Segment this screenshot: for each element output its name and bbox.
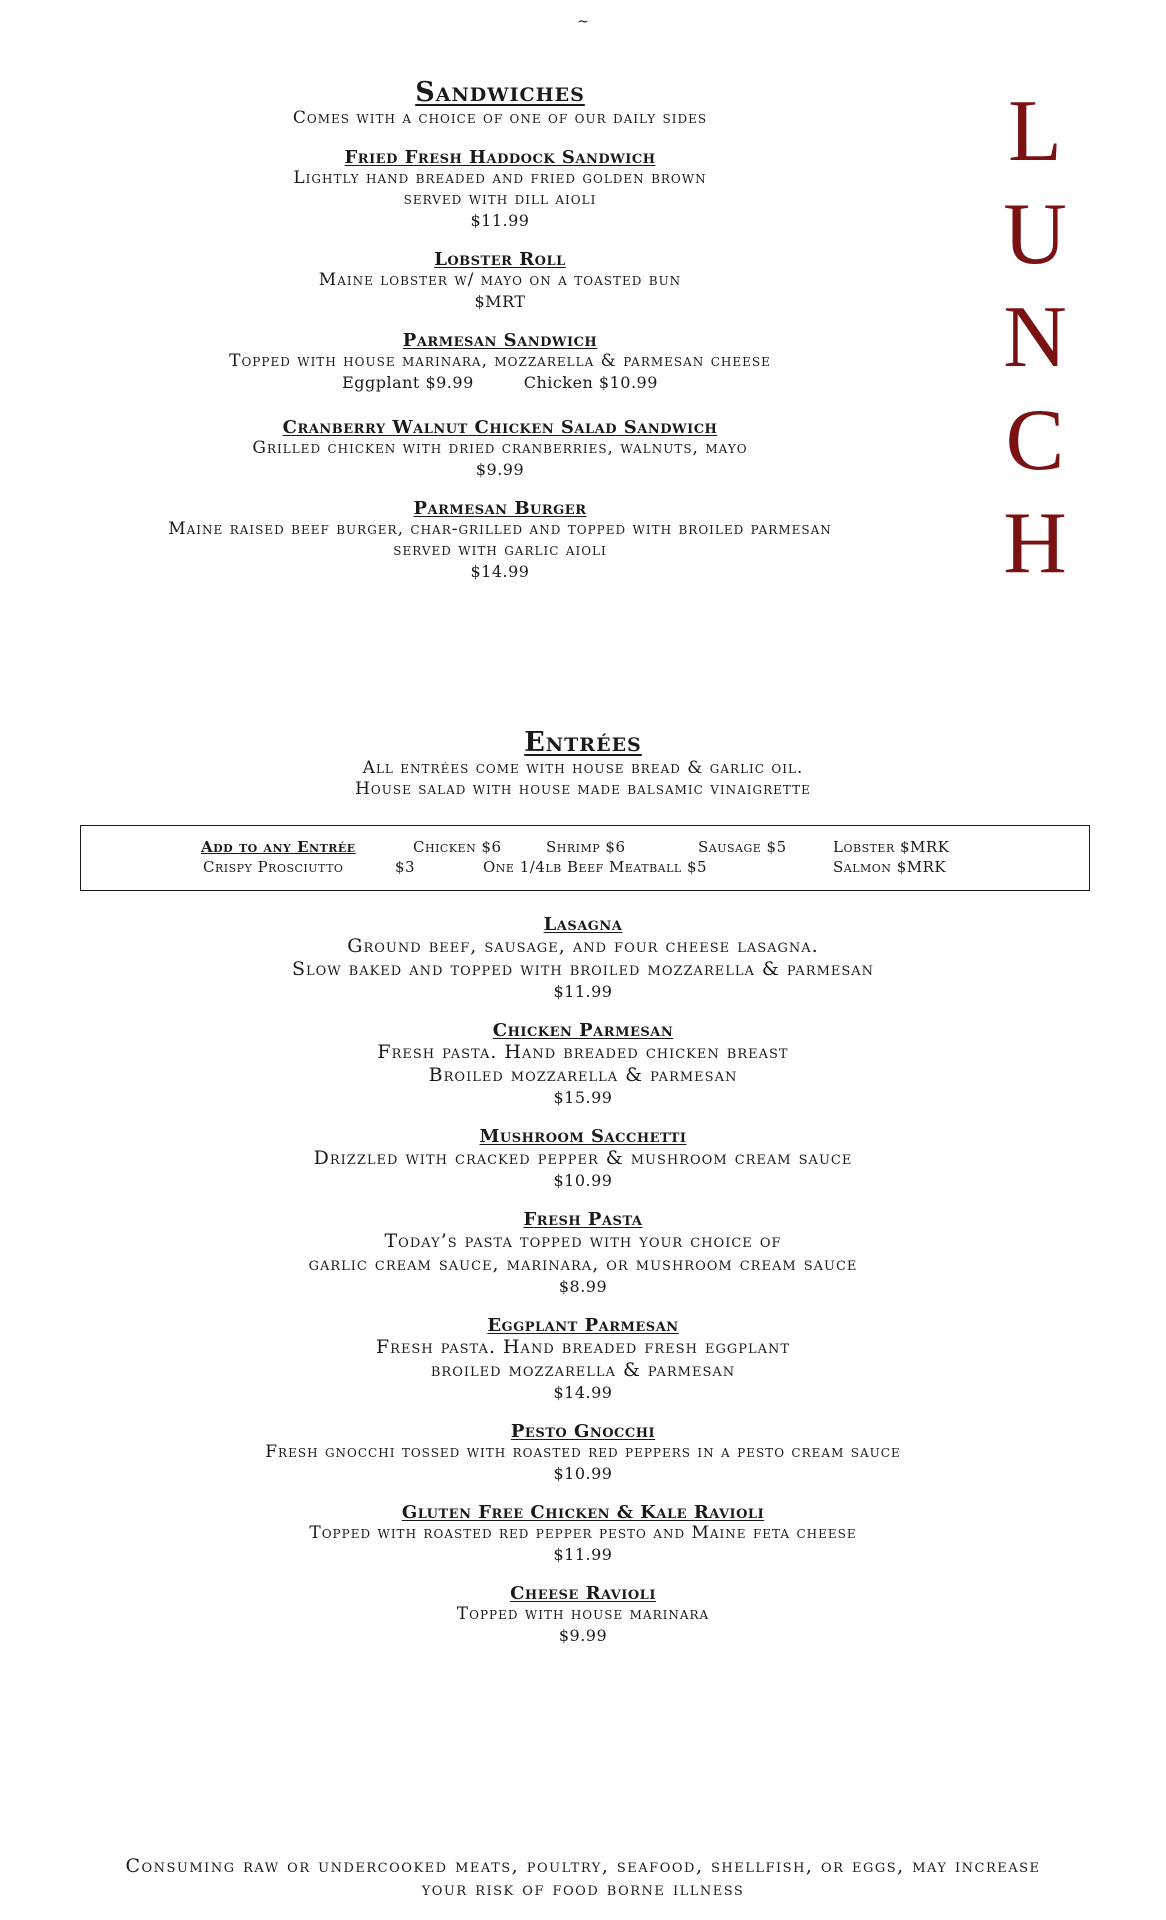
food-safety-disclaimer: [0, 1855, 1166, 1901]
item-price: $14.99: [470, 562, 530, 581]
decorative-tilde: ~: [577, 14, 589, 30]
addon-option: Sausage $5: [698, 838, 787, 856]
item-name: Lobster Roll: [434, 249, 566, 270]
item-desc: broiled mozzarella & parmesan: [430, 1359, 736, 1381]
item-price: $11.99: [470, 211, 530, 230]
disclaimer-line: Consuming raw or undercooked meats, poultry, seafood, shellfish, or eggs, may increase: [125, 1855, 1041, 1877]
item-price: $9.99: [475, 460, 525, 479]
item-name: Eggplant Parmesan: [487, 1315, 679, 1336]
sandwiches-note: Comes with a choice of one of our daily sides: [292, 108, 708, 128]
entrees-note: House salad with house made balsamic vinaigrette: [355, 779, 811, 799]
item-desc: Broiled mozzarella & parmesan: [428, 1064, 738, 1086]
addon-option: Crispy Prosciutto: [203, 858, 344, 876]
lunch-letter: U: [1003, 186, 1067, 283]
item-name: Gluten Free Chicken & Kale Ravioli: [401, 1502, 765, 1523]
menu-item-lasagna: [40, 914, 1126, 1002]
item-price: $11.99: [553, 1545, 613, 1564]
item-name: Fried Fresh Haddock Sandwich: [344, 147, 656, 168]
menu-item-cheese-ravioli: [40, 1583, 1126, 1646]
menu-item-parmesan-sandwich: [40, 330, 960, 393]
item-desc: Maine lobster w/ mayo on a toasted bun: [318, 270, 682, 290]
item-desc: Drizzled with cracked pepper & mushroom cream sauce: [313, 1147, 853, 1169]
item-price: $10.99: [553, 1171, 613, 1190]
item-desc: Topped with house marinara, mozzarella & parmesan cheese: [229, 351, 771, 371]
item-price: $10.99: [553, 1464, 613, 1483]
item-desc: served with garlic aioli: [393, 540, 607, 560]
addons-box: [80, 825, 1090, 891]
item-name: Parmesan Burger: [413, 498, 587, 519]
item-price-options: [40, 372, 960, 393]
item-desc: Fresh gnocchi tossed with roasted red peppers in a pesto cream sauce: [265, 1442, 901, 1462]
item-desc: Fresh pasta. Hand breaded chicken breast: [377, 1041, 789, 1063]
lunch-letter: H: [1003, 495, 1067, 592]
menu-item-chicken-parmesan: [40, 1020, 1126, 1108]
price-eggplant: Eggplant $9.99: [342, 373, 474, 392]
item-desc: garlic cream sauce, marinara, or mushroom cream sauce: [308, 1253, 858, 1275]
disclaimer-line: your risk of food borne illness: [421, 1878, 745, 1900]
lunch-vertical-title: [985, 80, 1085, 595]
entrees-note: All entrées come with house bread & garlic oil.: [362, 758, 804, 778]
menu-item-pesto-gnocchi: [40, 1421, 1126, 1484]
item-desc: Grilled chicken with dried cranberries, walnuts, mayo: [252, 438, 748, 458]
menu-item-haddock: [40, 147, 960, 231]
menu-item-eggplant-parmesan: [40, 1315, 1126, 1403]
item-name: Cranberry Walnut Chicken Salad Sandwich: [282, 417, 718, 438]
entrees-heading: Entrées: [524, 727, 642, 758]
item-desc: Maine raised beef burger, char-grilled and topped with broiled parmesan: [168, 519, 832, 539]
menu-item-cranberry-salad: [40, 417, 960, 480]
price-chicken: Chicken $10.99: [523, 373, 658, 392]
item-desc: Topped with roasted red pepper pesto and Maine feta cheese: [309, 1523, 857, 1543]
sandwiches-section: [40, 78, 960, 582]
menu-item-mushroom-sacchetti: [40, 1126, 1126, 1191]
item-desc: Slow baked and topped with broiled mozzarella & parmesan: [291, 958, 875, 980]
item-desc: served with dill aioli: [403, 189, 597, 209]
menu-item-lobster-roll: [40, 249, 960, 312]
item-name: Cheese Ravioli: [510, 1583, 656, 1604]
item-name: Mushroom Sacchetti: [479, 1126, 687, 1147]
addon-option: Lobster $MRK: [833, 838, 950, 856]
addon-option: Chicken $6: [413, 838, 502, 856]
item-desc: Topped with house marinara: [456, 1604, 710, 1624]
lunch-letter: N: [1003, 289, 1067, 386]
entrees-items: [40, 914, 1126, 1646]
lunch-letter: L: [1008, 83, 1062, 180]
addon-price: $3: [395, 858, 416, 876]
item-desc: Today’s pasta topped with your choice of: [384, 1230, 782, 1252]
addon-option: Shrimp $6: [546, 838, 626, 856]
addon-option: One 1/4lb Beef Meatball $5: [483, 858, 708, 876]
menu-item-gf-ravioli: [40, 1502, 1126, 1565]
item-desc: Lightly hand breaded and fried golden brown: [293, 168, 707, 188]
item-price: $11.99: [553, 982, 613, 1001]
item-name: Lasagna: [543, 914, 623, 935]
item-desc: Fresh pasta. Hand breaded fresh eggplant: [375, 1336, 791, 1358]
item-price: $15.99: [553, 1088, 613, 1107]
item-price: $9.99: [558, 1626, 608, 1645]
item-name: Chicken Parmesan: [492, 1020, 674, 1041]
entrees-section: [40, 728, 1126, 800]
item-name: Fresh Pasta: [523, 1209, 643, 1230]
item-price: $MRT: [474, 292, 526, 311]
menu-item-parmesan-burger: [40, 498, 960, 582]
menu-item-fresh-pasta: [40, 1209, 1126, 1297]
item-price: $8.99: [558, 1277, 608, 1296]
lunch-letter: C: [1005, 392, 1065, 489]
item-name: Pesto Gnocchi: [510, 1421, 656, 1442]
item-desc: Ground beef, sausage, and four cheese lasagna.: [347, 935, 819, 957]
addon-option: Salmon $MRK: [833, 858, 947, 876]
sandwiches-heading: Sandwiches: [415, 77, 585, 108]
addons-title: Add to any Entrée: [201, 838, 356, 856]
item-price: $14.99: [553, 1383, 613, 1402]
item-name: Parmesan Sandwich: [402, 330, 598, 351]
